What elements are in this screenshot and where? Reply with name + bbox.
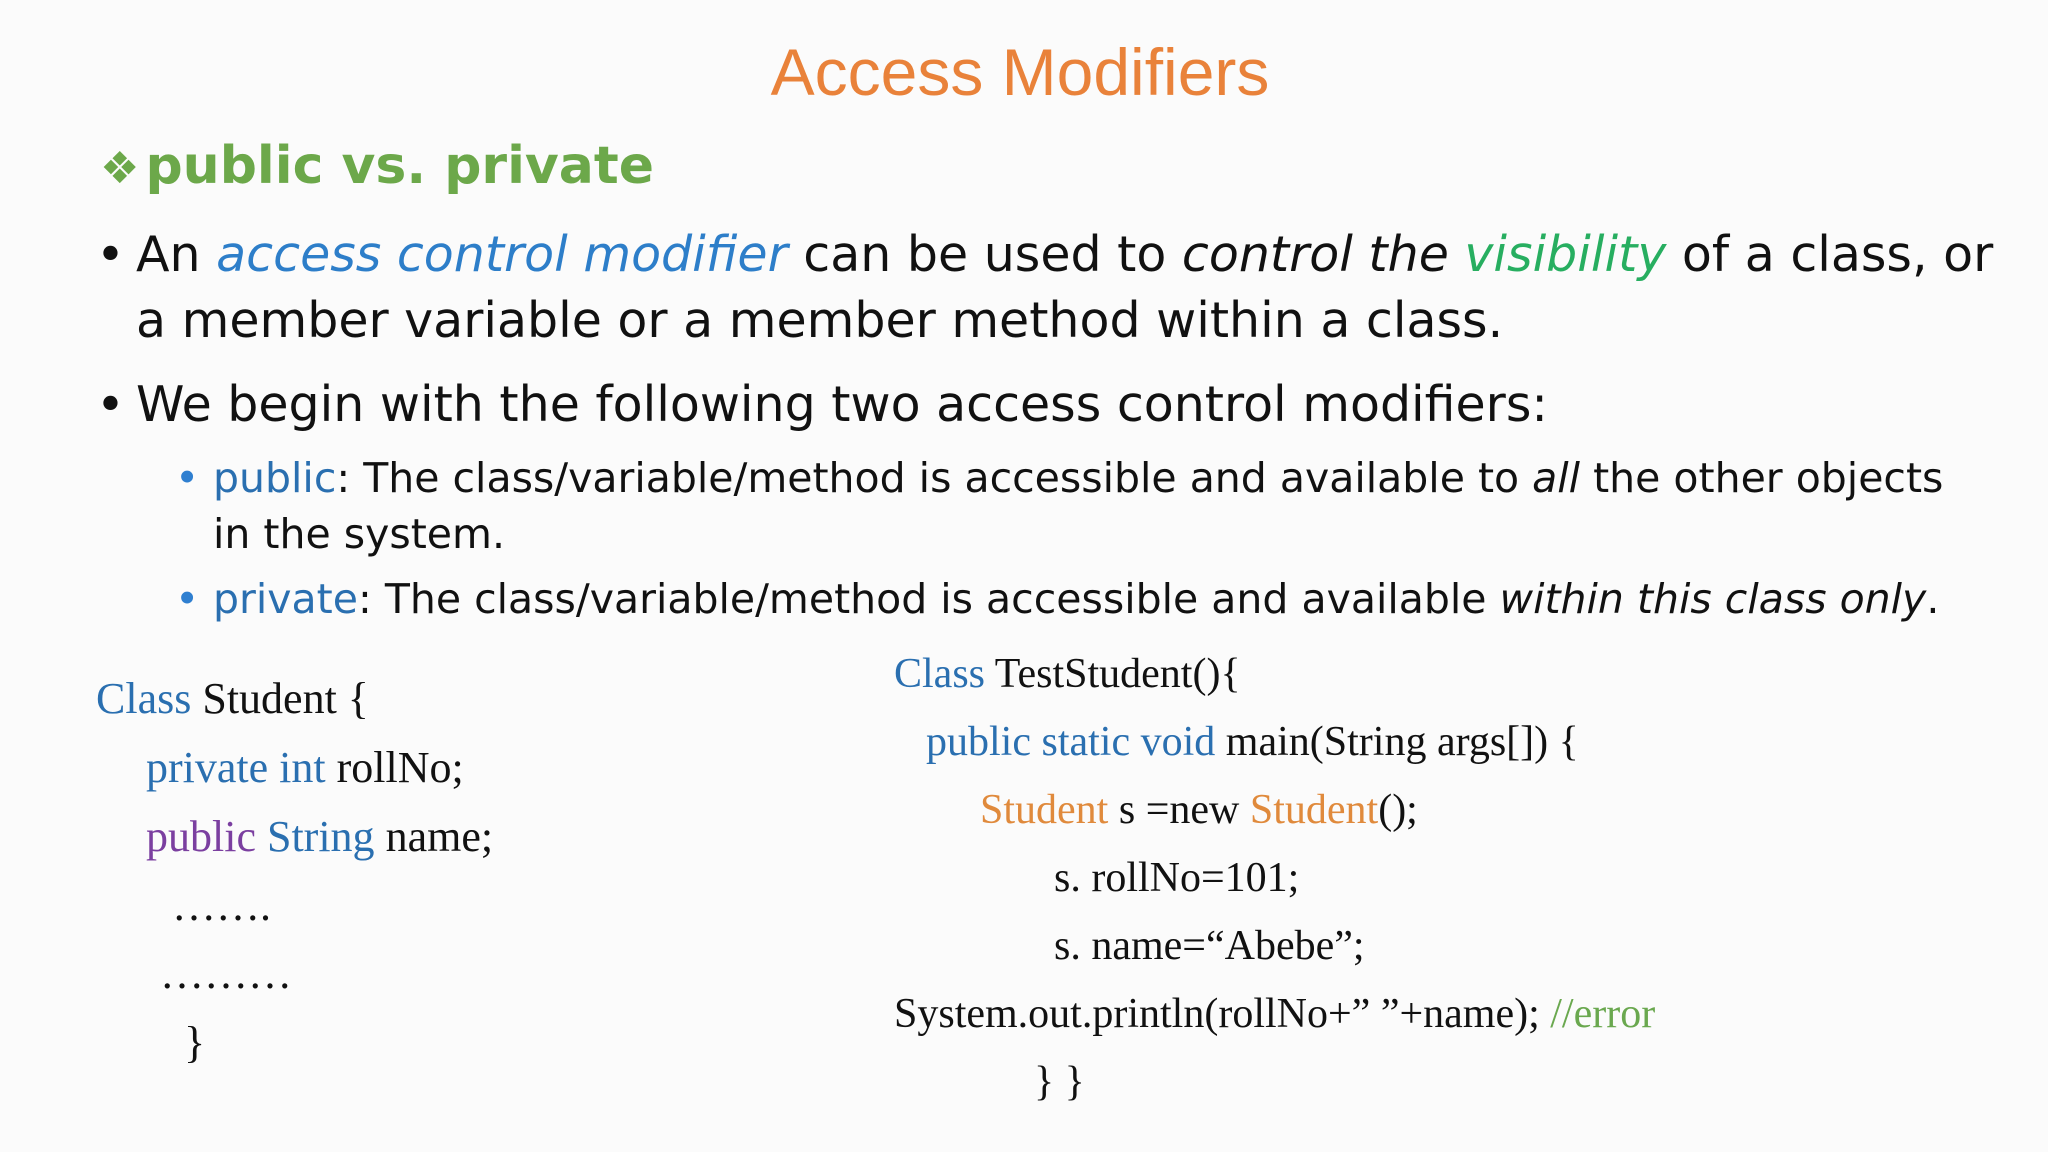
sub2-text-1: : The class/variable/method is accessible and available xyxy=(357,575,1500,623)
code-line xyxy=(146,740,464,796)
code-line xyxy=(980,782,1418,838)
code-text: System.out.println(rollNo+” ”+name); xyxy=(894,991,1551,1037)
diamond-bullet-icon: ❖ xyxy=(100,143,140,194)
bullet1-visibility: visibility xyxy=(1464,226,1667,283)
code-text: (); xyxy=(1378,787,1418,833)
code-line: } xyxy=(184,1018,206,1067)
code-keyword: Class xyxy=(894,651,986,697)
code-keyword: public static void xyxy=(926,719,1216,765)
code-text: rollNo; xyxy=(325,743,464,792)
code-class-name: Student xyxy=(980,787,1109,833)
code-line xyxy=(146,809,493,865)
code-text: TestStudent(){ xyxy=(985,651,1241,697)
sub-bullet-text xyxy=(213,450,1943,506)
sub-bullet-text xyxy=(213,571,1939,627)
code-text: name; xyxy=(374,812,494,861)
keyword-public: public xyxy=(213,454,337,502)
code-line: } } xyxy=(1034,1059,1085,1105)
code-keyword: public xyxy=(146,812,256,861)
subheading-text: public vs. private xyxy=(145,136,655,196)
bullet1-text-4: of a class, or xyxy=(1666,226,1994,283)
sub-bullet-dot-icon: • xyxy=(175,454,200,502)
code-line xyxy=(894,986,1655,1042)
code-text: main(String args[]) { xyxy=(1215,719,1579,765)
bullet1-line2: a member variable or a member method within a class. xyxy=(136,292,1504,349)
code-line xyxy=(926,714,1579,770)
bullet2-text: We begin with the following two access control modifiers: xyxy=(136,376,1548,433)
subheading xyxy=(100,132,654,203)
code-line xyxy=(96,671,369,727)
code-text: s =new xyxy=(1108,787,1250,833)
sub1-text-2: the other objects xyxy=(1580,454,1944,502)
code-keyword: String xyxy=(255,812,375,861)
code-line: ……… xyxy=(160,949,292,998)
code-keyword: Class xyxy=(96,674,192,723)
sub2-within: within this class only xyxy=(1499,575,1927,623)
code-line: ……. xyxy=(172,881,271,930)
slide-title: Access Modifiers xyxy=(770,35,1270,109)
code-comment: //error xyxy=(1550,991,1656,1037)
code-line xyxy=(894,646,1241,702)
sub1-line2: in the system. xyxy=(213,510,505,558)
sub2-period: . xyxy=(1926,575,1940,623)
bullet1-text-2: can be used to xyxy=(787,226,1182,283)
bullet-text xyxy=(136,222,1993,288)
bullet1-text-1: An xyxy=(136,226,217,283)
code-text: Student { xyxy=(191,674,369,723)
bullet-dot-icon: • xyxy=(96,376,125,433)
code-line: s. rollNo=101; xyxy=(1054,855,1300,901)
sub1-all: all xyxy=(1532,454,1581,502)
sub-bullet-dot-icon: • xyxy=(175,575,200,623)
code-keyword: private xyxy=(146,743,269,792)
bullet1-term: access control modifier xyxy=(216,226,788,283)
code-line: s. name=“Abebe”; xyxy=(1054,923,1365,969)
keyword-private: private xyxy=(213,575,358,623)
bullet-dot-icon: • xyxy=(96,226,125,283)
bullet1-text-3: control the xyxy=(1181,226,1465,283)
sub1-text-1: : The class/variable/method is accessible and available to xyxy=(336,454,1533,502)
code-class-name: Student xyxy=(1249,787,1379,833)
code-keyword: int xyxy=(268,743,326,792)
